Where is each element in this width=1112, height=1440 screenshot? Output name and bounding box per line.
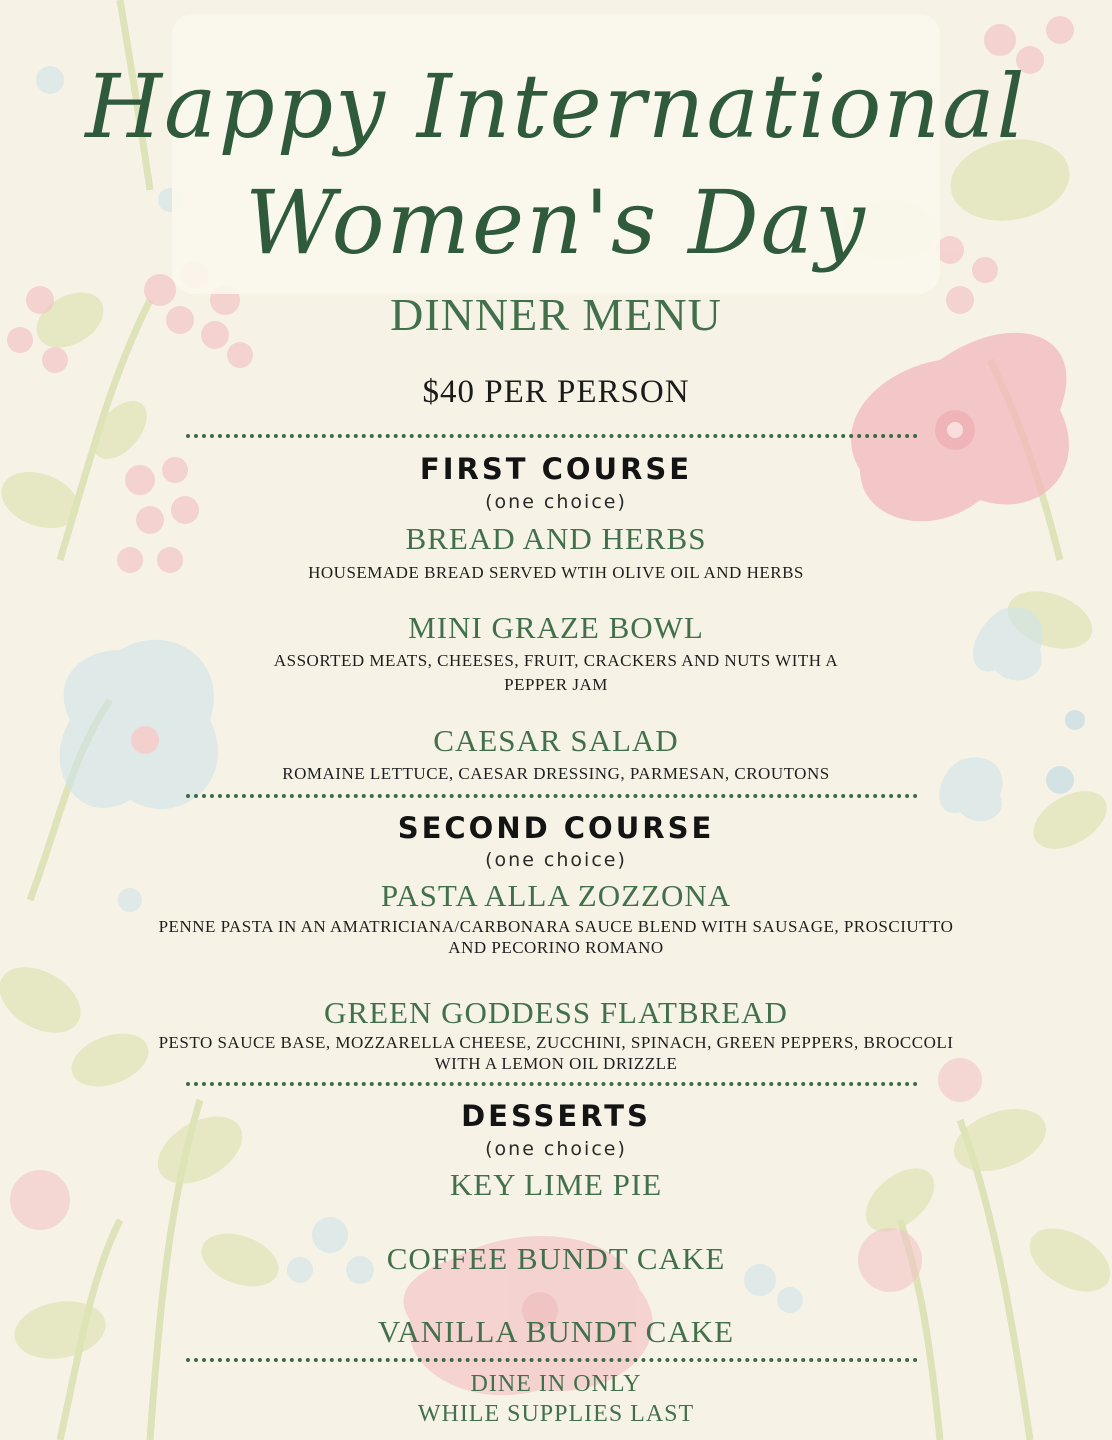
dish-description: ASSORTED MEATS, CHEESES, FRUIT, CRACKERS AND NUTS WITH A — [273, 651, 839, 670]
dish-name: BREAD AND HERBS — [405, 521, 707, 556]
divider — [186, 1358, 918, 1362]
title-line-1: Happy International — [85, 55, 1027, 158]
title-line-2: Women's Day — [245, 171, 867, 274]
dessert-name: KEY LIME PIE — [449, 1167, 663, 1202]
footer-supplies: WHILE SUPPLIES LAST — [417, 1401, 695, 1427]
divider — [186, 434, 918, 438]
dessert-name: COFFEE BUNDT CAKE — [386, 1241, 726, 1276]
divider — [186, 1082, 918, 1086]
price-per-person: $40 PER PERSON — [422, 374, 690, 410]
dish-description: PENNE PASTA IN AN AMATRICIANA/CARBONARA SAUCE BLEND WITH SAUSAGE, PROSCIUTTO — [158, 917, 954, 936]
dish-name: MINI GRAZE BOWL — [408, 610, 704, 645]
dish-description: PESTO SAUCE BASE, MOZZARELLA CHEESE, ZUCCHINI, SPINACH, GREEN PEPPERS, BROCCOLI — [158, 1033, 954, 1052]
second-course-note: (one choice) — [485, 849, 627, 871]
dish-description: ROMAINE LETTUCE, CAESAR DRESSING, PARMESAN, CROUTONS — [282, 764, 830, 783]
first-course-heading: FIRST COURSE — [419, 452, 693, 486]
footer-dine-in: DINE IN ONLY — [470, 1371, 642, 1397]
dish-description: AND PECORINO ROMANO — [448, 938, 664, 957]
dish-description: WITH A LEMON OIL DRIZZLE — [434, 1054, 678, 1073]
desserts-heading: DESSERTS — [461, 1099, 651, 1133]
second-course-heading: SECOND COURSE — [397, 811, 715, 845]
desserts-note: (one choice) — [485, 1138, 627, 1160]
dessert-name: VANILLA BUNDT CAKE — [377, 1314, 735, 1349]
dish-name: PASTA ALLA ZOZZONA — [380, 878, 732, 913]
dish-description: HOUSEMADE BREAD SERVED WTIH OLIVE OIL AND HERBS — [308, 563, 804, 582]
dinner-menu-subtitle: DINNER MENU — [390, 289, 722, 340]
dish-description: PEPPER JAM — [504, 675, 608, 694]
dish-name: GREEN GODDESS FLATBREAD — [324, 995, 788, 1030]
first-course-note: (one choice) — [485, 491, 627, 513]
divider — [186, 794, 918, 798]
dish-name: CAESAR SALAD — [433, 723, 679, 758]
